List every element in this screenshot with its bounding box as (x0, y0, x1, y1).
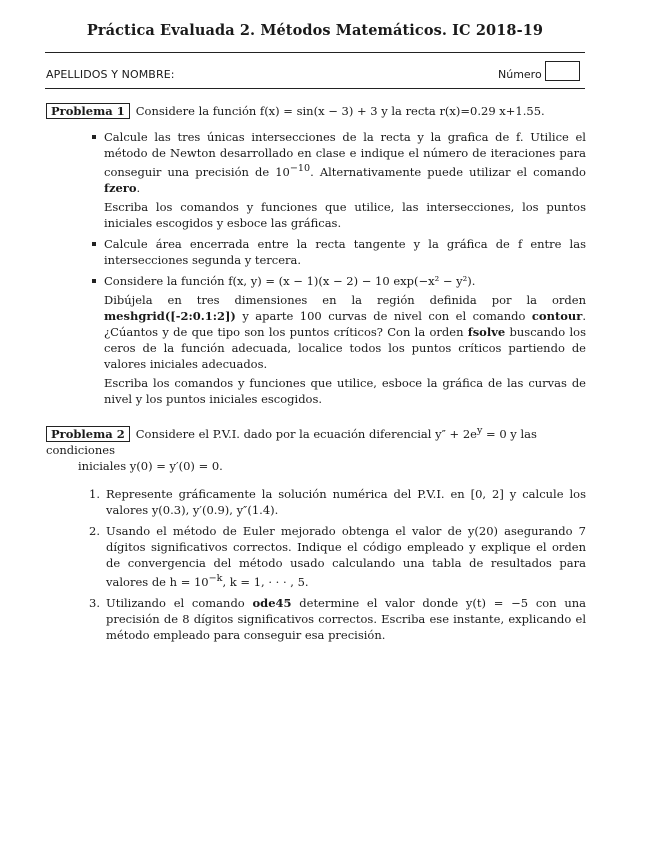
item-1-exponent: −10 (289, 163, 311, 174)
problem-2-item-3 (89, 595, 586, 643)
problem-2-item-3-text-b: determine el valor donde y(t) = −5 con una precisión de 8 dígitos significativos correctos. Escriba ese instante, explicando el método empleado para conseguir esa precisión. (106, 595, 586, 642)
problem-2-item-1 (89, 486, 586, 518)
item-number: 1. (89, 486, 100, 501)
item-3-text-c: . ¿Cúantos y de que tipo son los puntos críticos? Con la orden (104, 308, 586, 339)
problem-2-item-3-command-ode45: ode45 (252, 595, 292, 610)
item-1-paragraph-2: Escriba los comandos y funciones que utilice, las intersecciones, los puntos iniciales escogidos y esboce las gráficas. (104, 199, 586, 230)
problem-1 (46, 103, 586, 412)
problem-2 (46, 423, 586, 648)
item-3-command-contour: contour (531, 308, 583, 323)
problem-1-item-3 (104, 273, 586, 407)
item-3-paragraph-3: Escriba los comandos y funciones que utilice, esboce la gráfica de las curvas de nivel y los puntos iniciales escogidos. (104, 375, 586, 406)
item-1-text-a: Calcule las tres únicas intersecciones de la recta y la grafica de f. Utilice el método de Newton desarrollado en clase e indique el número de iteraciones para conseguir una precisión de 10 (104, 130, 586, 179)
item-3-paragraph-1: Considere la función f(x, y) = (x − 1)(x − 2) − 10 exp(−x² − y²). (104, 273, 476, 288)
item-1-command-fzero: fzero (104, 180, 137, 195)
header-rule (45, 88, 585, 89)
problem-2-item-2-exponent: −k (208, 572, 223, 584)
item-2-text: Calcule área encerrada entre la recta tangente y la gráfica de f entre las intersecciones segunda y tercera. (104, 236, 586, 267)
problem-2-label: Problema 2 (46, 426, 130, 442)
problem-2-item-2-text-b: , k = 1, · · · , 5. (222, 574, 309, 589)
item-3-text-a: Dibújela en tres dimensiones en la región definida por la orden (104, 292, 586, 307)
problem-2-item-3-text-a: Utilizando el comando (106, 595, 253, 610)
item-1-paragraph-1 (104, 129, 586, 196)
problem-1-item-2 (104, 236, 586, 268)
document-title: Práctica Evaluada 2. Métodos Matemáticos. IC 2018-19 (86, 22, 544, 39)
title-rule (45, 52, 585, 53)
item-1-text-c: . (136, 180, 141, 195)
item-1-text-b: . Alternativamente puede utilizar el comando (310, 164, 586, 179)
name-field-label: APELLIDOS Y NOMBRE: (46, 68, 175, 81)
item-3-command-fsolve: fsolve (467, 324, 506, 339)
problem-2-header (46, 423, 586, 458)
item-number: 3. (89, 595, 100, 610)
number-field-box (545, 61, 580, 81)
item-number: 2. (89, 523, 100, 538)
problem-1-label: Problema 1 (46, 103, 130, 119)
problem-1-intro: Considere la función f(x) = sin(x − 3) + 3 y la recta r(x)=0.29 x+1.55. (135, 104, 545, 118)
item-3-paragraph-2 (104, 292, 586, 372)
problem-2-item-2 (89, 523, 586, 590)
problem-2-intro-b: = 0 y las condiciones (46, 426, 537, 457)
number-field-label: Número (498, 68, 542, 81)
item-3-text-b: y aparte 100 curvas de nivel con el comando (235, 308, 532, 323)
item-3-command-meshgrid: meshgrid([-2:0.1:2]) (104, 308, 236, 323)
problem-1-items (46, 129, 586, 407)
problem-1-item-1 (104, 129, 586, 231)
problem-1-header (46, 103, 586, 119)
problem-2-intro-continuation: iniciales y(0) = y′(0) = 0. (78, 458, 223, 473)
problem-2-items (46, 486, 586, 643)
problem-2-intro-exponent: y (476, 425, 483, 436)
item-3-text-d: buscando los ceros de la función adecuada, localice todos los puntos críticos partiendo de valores iniciales adecuados. (104, 324, 586, 371)
problem-2-intro-a: Considere el P.V.I. dado por la ecuación diferencial y″ + 2e (135, 426, 477, 441)
problem-2-item-2-text-a: Usando el método de Euler mejorado obtenga el valor de y(20) asegurando 7 dígitos significativos correctos. Indique el código empleado y explique el orden de convergencia del método usado calculando una tabla de resultados para valores de h = 10 (106, 523, 586, 589)
problem-2-item-1-text: Represente gráficamente la solución numérica del P.V.I. en [0, 2] y calcule los valores y(0.3), y′(0.9), y″(1.4). (106, 486, 586, 517)
